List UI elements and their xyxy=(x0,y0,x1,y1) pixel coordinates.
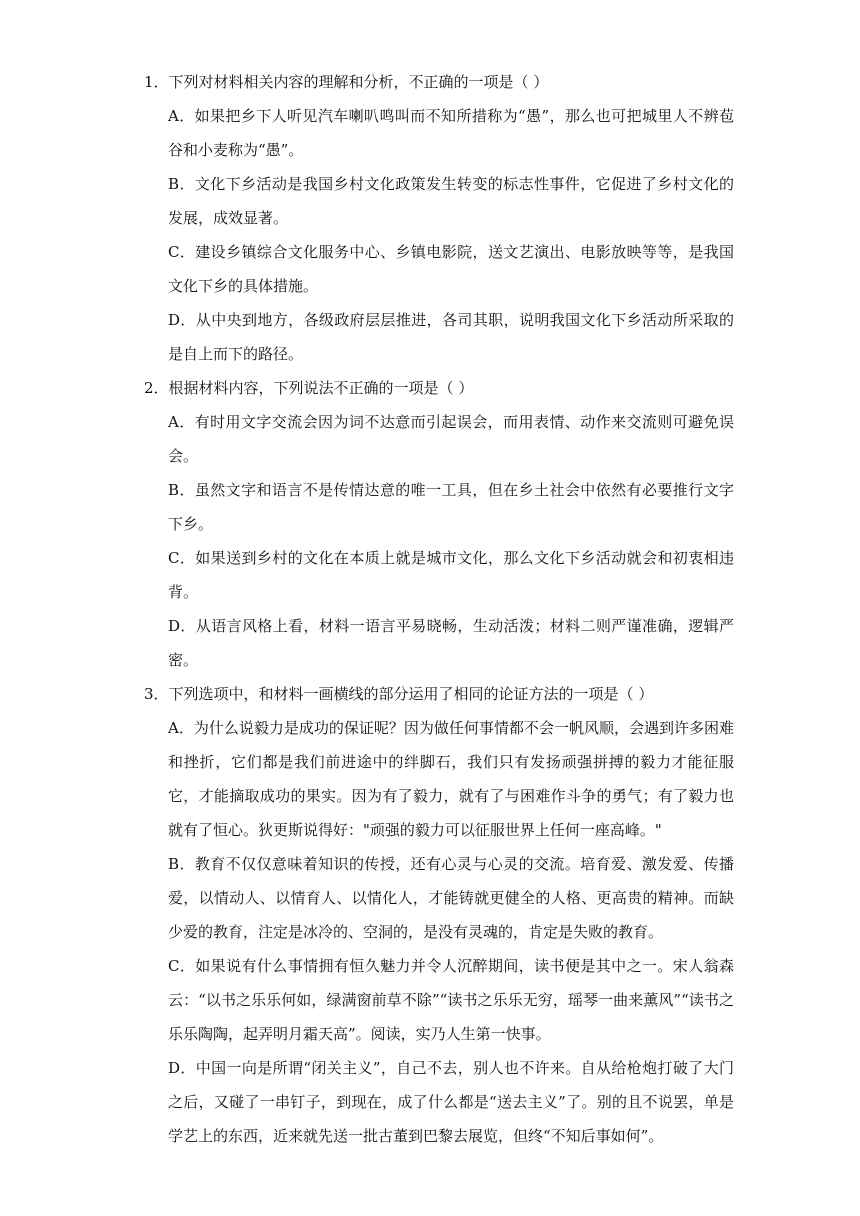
option-list xyxy=(144,711,734,1153)
option-d: D．从中央到地方，各级政府层层推进，各司其职，说明我国文化下乡活动所采取的是自上而下的路径。 xyxy=(168,311,734,363)
option-c: C．如果送到乡村的文化在本质上就是城市文化，那么文化下乡活动就会和初衷相违背。 xyxy=(168,549,734,601)
question-stem: 2．根据材料内容，下列说法不正确的一项是（ ） xyxy=(144,379,474,397)
option-list xyxy=(144,99,734,371)
question-3 xyxy=(144,684,734,1153)
option-d: D．中国一向是所谓“闭关主义”，自己不去，别人也不许来。自从给枪炮打破了大门之后，又碰了一串钉子，到现在，成了什么都是“送去主义”了。别的且不说罢，单是学艺上的东西，近来就先送一批古董到巴黎去展览，但终“不知后事如何”。 xyxy=(168,1059,734,1145)
option-b: B．教育不仅仅意味着知识的传授，还有心灵与心灵的交流。培育爱、激发爱、传播爱，以情动人、以情育人、以情化人，才能铸就更健全的人格、更高贵的精神。而缺少爱的教育，注定是冰冷的、空洞的，是没有灵魂的，肯定是失败的教育。 xyxy=(168,855,734,941)
option-list xyxy=(144,405,734,677)
question-stem: 1．下列对材料相关内容的理解和分析，不正确的一项是（ ） xyxy=(144,73,549,91)
option-b: B．虽然文字和语言不是传情达意的唯一工具，但在乡土社会中依然有必要推行文字下乡。 xyxy=(168,481,734,533)
option-a: A．有时用文字交流会因为词不达意而引起误会，而用表情、动作来交流则可避免误会。 xyxy=(168,413,734,465)
question-1 xyxy=(144,72,734,371)
option-a: A．为什么说毅力是成功的保证呢？因为做任何事情都不会一帆风顺，会遇到许多困难和挫折，它们都是我们前进途中的绊脚石，我们只有发扬顽强拼搏的毅力才能征服它，才能摘取成功的果实。因为有了毅力，就有了与困难作斗争的勇气；有了毅力也就有了恒心。狄更斯说得好："顽强的毅力可以征服世界上任何一座高峰。" xyxy=(168,719,734,839)
question-stem: 3．下列选项中，和材料一画横线的部分运用了相同的论证方法的一项是（ ） xyxy=(144,685,654,703)
question-2 xyxy=(144,378,734,677)
option-b: B．文化下乡活动是我国乡村文化政策发生转变的标志性事件，它促进了乡村文化的发展，成效显著。 xyxy=(168,175,734,227)
option-d: D．从语言风格上看，材料一语言平易晓畅，生动活泼；材料二则严谨准确，逻辑严密。 xyxy=(168,617,734,669)
option-c: C．建设乡镇综合文化服务中心、乡镇电影院，送文艺演出、电影放映等等，是我国文化下乡的具体措施。 xyxy=(168,243,734,295)
option-c: C．如果说有什么事情拥有恒久魅力并令人沉醉期间，读书便是其中之一。宋人翁森云：“以书之乐乐何如，绿满窗前草不除”“读书之乐乐无穷，瑶琴一曲来薰风”“读书之乐乐陶陶，起弄明月霜天高”。阅读，实乃人生第一快事。 xyxy=(168,957,734,1043)
option-a: A．如果把乡下人听见汽车喇叭鸣叫而不知所措称为“愚”，那么也可把城里人不辨苞谷和小麦称为“愚”。 xyxy=(168,107,734,159)
